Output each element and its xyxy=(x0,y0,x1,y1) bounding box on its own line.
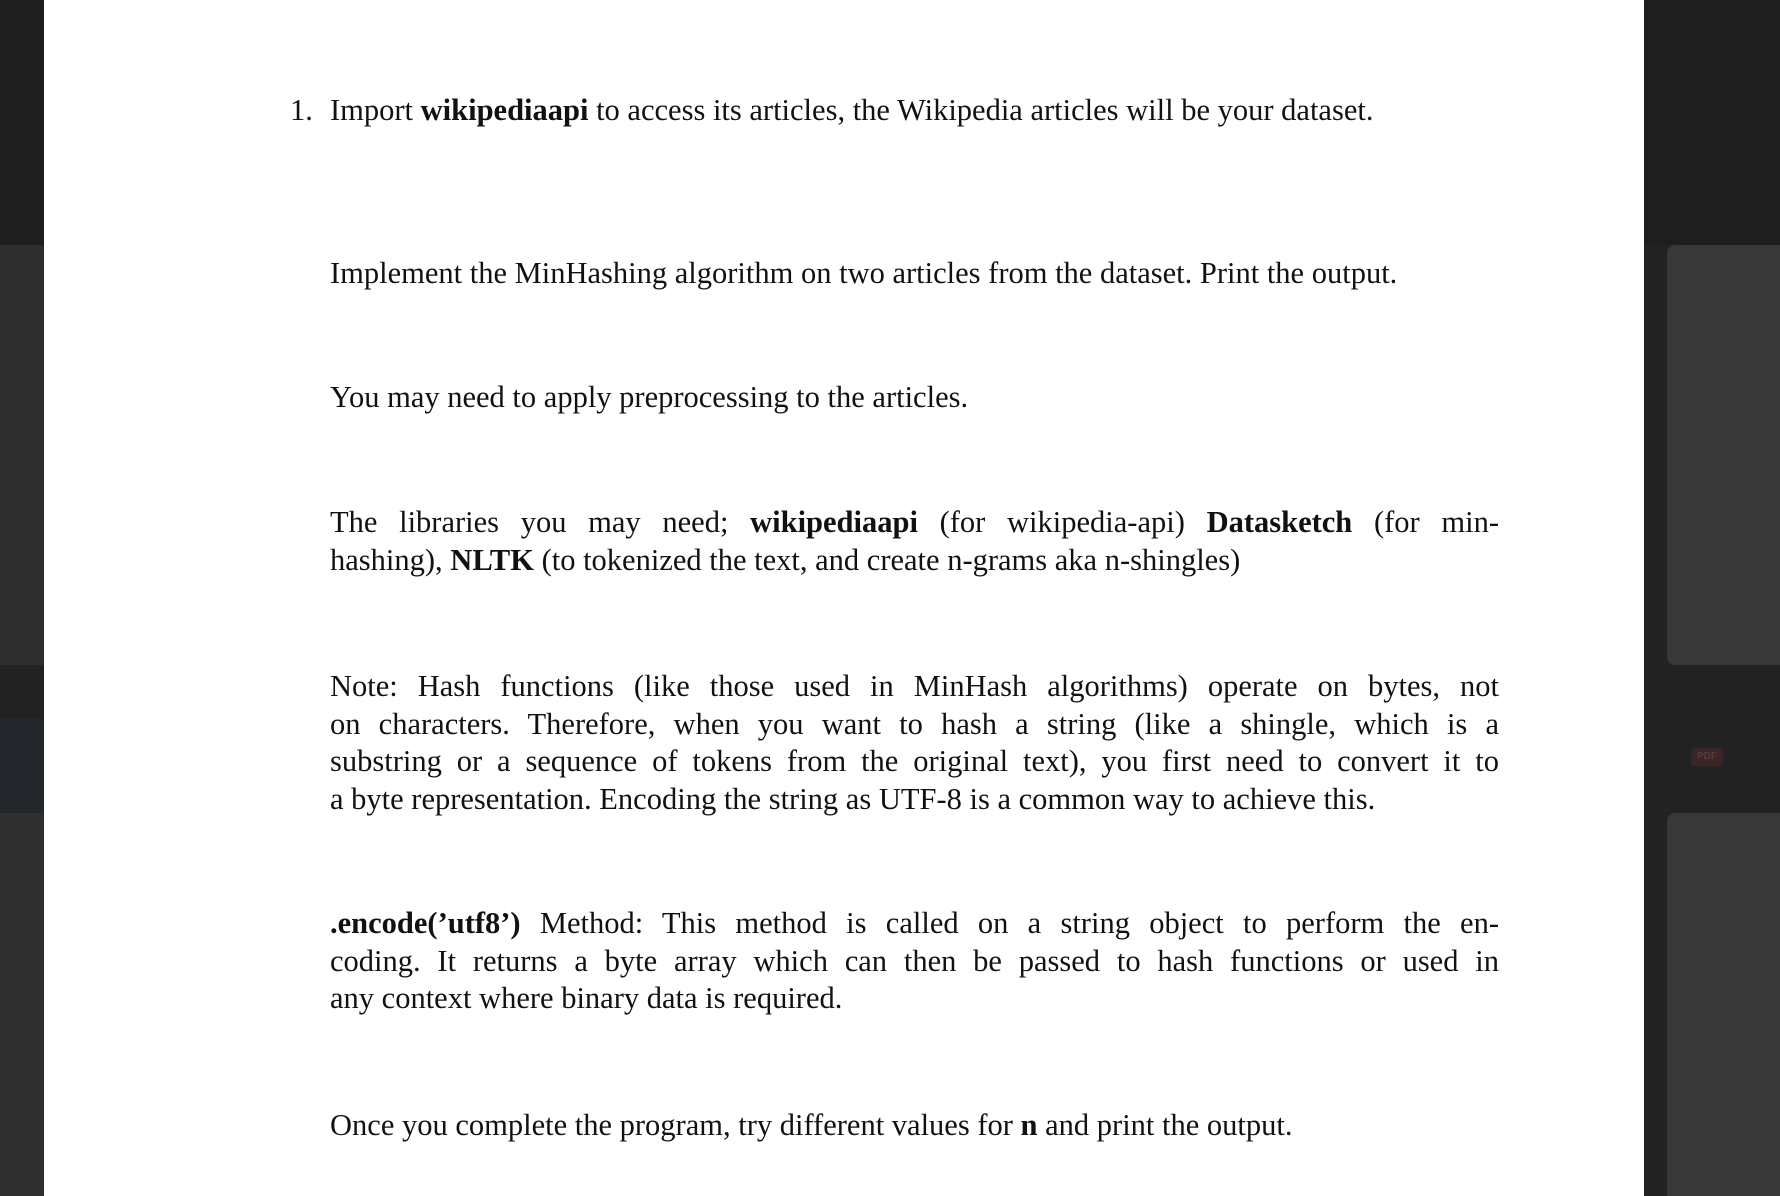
text-line xyxy=(330,255,1499,293)
text-run: Once you complete the program, try different values for xyxy=(330,1108,1021,1142)
background-card-left-2 xyxy=(0,813,44,1196)
background-band-left xyxy=(0,718,44,813)
text-line xyxy=(330,905,1499,943)
text-run: a byte representation. Encoding the string as UTF-8 is a common way to achieve this. xyxy=(330,782,1376,817)
text-line xyxy=(330,504,1499,542)
pdf-badge: PDF xyxy=(1691,748,1723,766)
text-line xyxy=(330,379,1499,417)
text-run: The libraries you may need; xyxy=(330,505,751,539)
text-run: Method: This method is called on a string object to perform the en- xyxy=(520,906,1499,940)
paragraph-preprocessing xyxy=(330,379,1499,417)
paragraph-encode-method xyxy=(330,905,1499,1018)
bold-term: Datasketch xyxy=(1206,505,1353,539)
bold-term: wikipediaapi xyxy=(420,93,589,127)
text-line xyxy=(330,668,1499,706)
bold-term: n xyxy=(1020,1108,1038,1142)
text-line xyxy=(330,781,1499,819)
text-line xyxy=(330,92,1499,130)
text-run: any context where binary data is required. xyxy=(330,981,843,1016)
bold-term: wikipediaapi xyxy=(750,505,918,539)
text-line xyxy=(330,706,1499,744)
text-run: You may need to apply preprocessing to the articles. xyxy=(330,380,969,414)
text-run: Implement the MinHashing algorithm on two articles from the dataset. Print the output. xyxy=(330,256,1398,290)
text-run: Import xyxy=(330,93,421,127)
text-run: hashing), xyxy=(330,542,451,577)
background-card-right-2 xyxy=(1667,813,1780,1196)
text-run: coding. It returns a byte array which can then be passed to hash functions or used in xyxy=(330,943,1499,978)
bold-term: .encode(’utf8’) xyxy=(330,906,521,940)
paragraph-task xyxy=(330,255,1499,293)
paragraph-note xyxy=(330,668,1499,819)
text-line xyxy=(330,542,1499,580)
text-line xyxy=(330,743,1499,781)
text-run: Note: Hash functions (like those used in MinHash algorithms) operate on bytes, not xyxy=(330,669,1499,703)
text-run: (to tokenized the text, and create n-grams aka n-shingles) xyxy=(533,542,1241,577)
text-run: to access its articles, the Wikipedia articles will be your dataset. xyxy=(588,93,1374,127)
paragraph-libraries xyxy=(330,504,1499,579)
background-card-right xyxy=(1667,245,1780,665)
bold-term: NLTK xyxy=(450,542,534,577)
text-run: (for min- xyxy=(1352,505,1499,539)
document-page-overlay xyxy=(44,0,1644,1196)
text-run: on characters. Therefore, when you want to hash a string (like a shingle, which is a xyxy=(330,706,1499,741)
text-run: and print the output. xyxy=(1037,1108,1293,1142)
paragraph-intro xyxy=(330,92,1499,130)
text-line xyxy=(330,1107,1499,1145)
text-line xyxy=(330,980,1499,1018)
list-number: 1. xyxy=(290,93,313,127)
text-run: (for wikipedia-api) xyxy=(917,505,1207,539)
text-run: substring or a sequence of tokens from the original text), you first need to convert it to xyxy=(330,744,1499,779)
text-line xyxy=(330,943,1499,981)
paragraph-closing xyxy=(330,1107,1499,1145)
background-card-left xyxy=(0,245,44,665)
